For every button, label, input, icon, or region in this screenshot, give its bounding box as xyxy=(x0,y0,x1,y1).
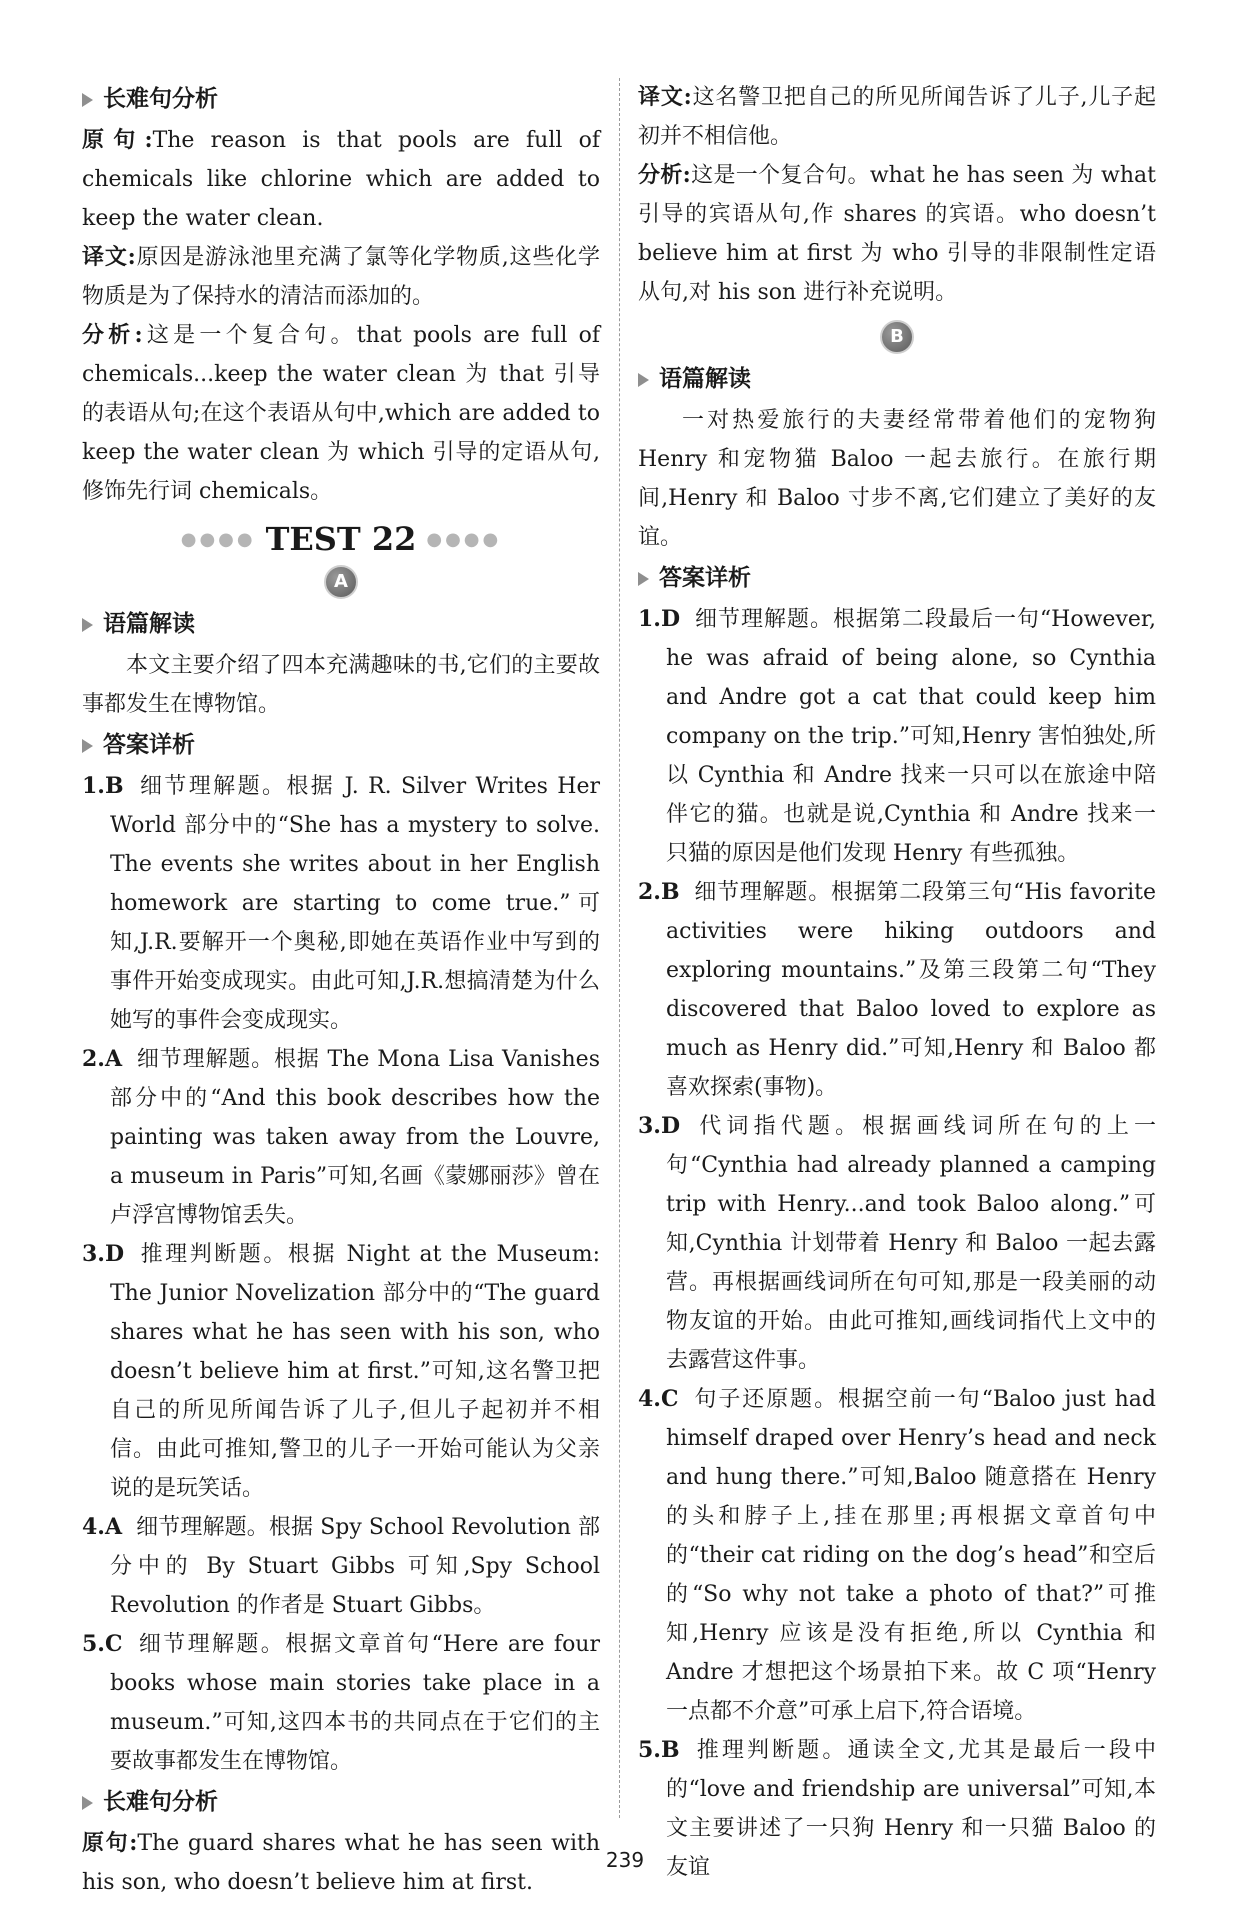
section-heading: 答案详析 xyxy=(638,559,1156,598)
page-number: 239 xyxy=(605,1848,645,1872)
arrow-bullet-icon xyxy=(82,739,93,753)
left-column xyxy=(82,78,600,1902)
paragraph: 原句:The guard shares what he has seen with his son, who doesn’t believe him at first. xyxy=(82,1830,601,1895)
answer-item: 5.B 推理判断题。通读全文,尤其是最后一段中的“love and friendship are universal”可知,本文主要讲述了一只狗 Henry 和一只猫 Baloo 的友谊 xyxy=(638,1737,1156,1880)
paragraph: 原句:The reason is that pools are full of chemicals like chlorine which are added to keep the water clean. xyxy=(82,127,600,231)
arrow-bullet-icon xyxy=(82,618,93,632)
answer-item: 3.D 推理判断题。根据 Night at the Museum: The Junior Novelization 部分中的“The guard shares what he has seen with his son, who doesn’t believe him at first.”可知,这名警卫把自己的所见所闻告诉了儿子,但儿子起初并不相信。由此可推知,警卫的儿子一开始可能认为父亲说的是玩笑话。 xyxy=(82,1241,600,1501)
arrow-bullet-icon xyxy=(82,93,93,107)
section-badge-a: A xyxy=(324,565,358,599)
paragraph: 分析:这是一个复合句。that pools are full of chemicals...keep the water clean 为 that 引导的表语从句;在这个表语从句中,which are added to keep the water clean 为 which 引导的定语从句,修饰先行词 chemicals。 xyxy=(82,322,601,504)
answer-item: 5.C 细节理解题。根据文章首句“Here are four books whose main stories take place in a museum.”可知,这四本书的共同点在于它们的主要故事都发生在博物馆。 xyxy=(82,1631,600,1774)
intro-paragraph: 本文主要介绍了四本充满趣味的书,它们的主要故事都发生在博物馆。 xyxy=(82,653,600,717)
answer-item: 4.A 细节理解题。根据 Spy School Revolution 部分中的 By Stuart Gibbs 可知,Spy School Revolution 的作者是 Stuart Gibbs。 xyxy=(82,1514,600,1618)
section-heading: 语篇解读 xyxy=(82,605,600,644)
section-badge-b: B xyxy=(880,320,914,354)
answer-item: 2.A 细节理解题。根据 The Mona Lisa Vanishes 部分中的“And this book describes how the painting was taken away from the Louvre, a museum in Paris”可知,名画《蒙娜丽莎》曾在卢浮宫博物馆丢失。 xyxy=(82,1046,600,1228)
decorative-dots-icon: ●●●● xyxy=(426,528,502,550)
column-divider xyxy=(619,78,620,1818)
section-heading: 答案详析 xyxy=(82,726,600,765)
section-heading: 语篇解读 xyxy=(638,360,1156,399)
section-heading: 长难句分析 xyxy=(82,80,600,119)
answer-item: 1.D 细节理解题。根据第二段最后一句“However, he was afraid of being alone, so Cynthia and Andre got a cat that could keep him company on the trip.”可知,Henry 害怕独处,所以 Cynthia 和 Andre 找来一只可以在旅途中陪伴它的猫。也就是说,Cynthia 和 Andre 找来一只猫的原因是他们发现 Henry 有些孤独。 xyxy=(638,606,1156,866)
arrow-bullet-icon xyxy=(82,1796,93,1810)
test-title: ●●●● TEST 22 ●●●● xyxy=(180,519,502,558)
arrow-bullet-icon xyxy=(638,572,649,586)
answer-item: 1.B 细节理解题。根据 J. R. Silver Writes Her World 部分中的“She has a mystery to solve. The events she writes about in her English homework are starting to come true.”可知,J.R.要解开一个奥秘,即她在英语作业中写到的事件开始变成现实。由此可知,J.R.想搞清楚为什么她写的事件会变成现实。 xyxy=(82,773,600,1033)
answer-item: 4.C 句子还原题。根据空前一句“Baloo just had himself draped over Henry’s head and neck and hung there.”可知,Baloo 随意搭在 Henry 的头和脖子上,挂在那里;再根据文章首句中的“their cat riding on the dog’s head”和空后的“So why not take a photo of that?”可推知,Henry 应该是没有拒绝,所以 Cynthia 和 Andre 才想把这个场景拍下来。故 C 项“Henry 一点都不介意”可承上启下,符合语境。 xyxy=(638,1386,1156,1724)
answer-item: 3.D 代词指代题。根据画线词所在句的上一句“Cynthia had already planned a camping trip with Henry...and took Baloo along.”可知,Cynthia 计划带着 Henry 和 Baloo 一起去露营。再根据画线词所在句可知,那是一段美丽的动物友谊的开始。由此可推知,画线词指代上文中的去露营这件事。 xyxy=(638,1113,1156,1373)
decorative-dots-icon: ●●●● xyxy=(180,528,256,550)
paragraph: 分析:这是一个复合句。what he has seen 为 what 引导的宾语从句,作 shares 的宾语。who doesn’t believe him at first 为 who 引导的非限制性定语从句,对 his son 进行补充说明。 xyxy=(638,162,1156,305)
paragraph: 译文:这名警卫把自己的所见所闻告诉了儿子,儿子起初并不相信他。 xyxy=(638,84,1156,149)
paragraph: 译文:原因是游泳池里充满了氯等化学物质,这些化学物质是为了保持水的清洁而添加的。 xyxy=(82,244,600,309)
answer-item: 2.B 细节理解题。根据第二段第三句“His favorite activities were hiking outdoors and exploring mountains.”及第三段第二句“They discovered that Baloo loved to explore as much as Henry did.”可知,Henry 和 Baloo 都喜欢探索(事物)。 xyxy=(638,879,1156,1100)
right-column xyxy=(638,78,1156,1887)
section-heading: 长难句分析 xyxy=(82,1783,600,1822)
intro-paragraph: 一对热爱旅行的夫妻经常带着他们的宠物狗 Henry 和宠物猫 Baloo 一起去旅行。在旅行期间,Henry 和 Baloo 寸步不离,它们建立了美好的友谊。 xyxy=(638,408,1156,550)
arrow-bullet-icon xyxy=(638,373,649,387)
